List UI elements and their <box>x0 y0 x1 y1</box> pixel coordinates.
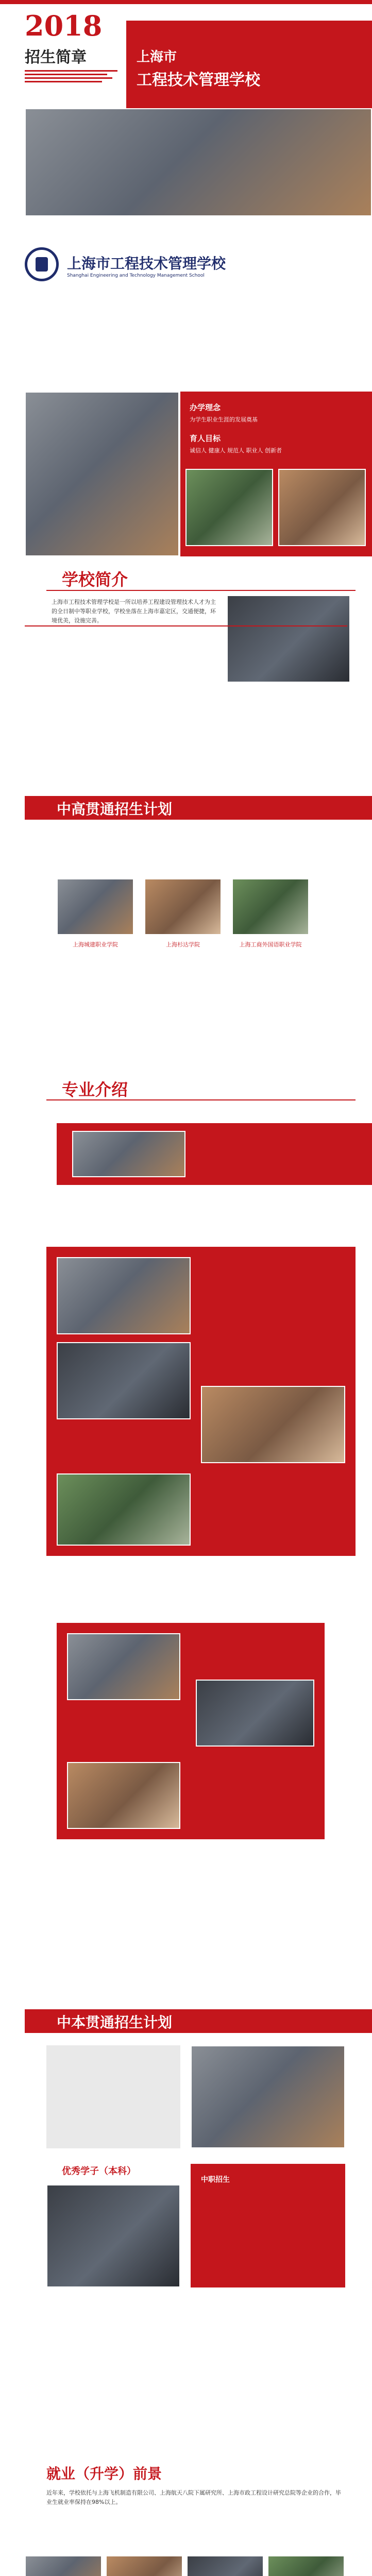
sb-text-panel <box>46 2045 180 2148</box>
year-label: 2018 <box>25 9 103 42</box>
section-divider <box>0 618 372 634</box>
logo-english-name: Shanghai Engineering and Technology Management School <box>67 273 205 278</box>
sb-section-title: 中本贯通招生计划 <box>57 2014 173 2031</box>
intro-photo-3 <box>278 469 366 546</box>
employment-photo-3 <box>187 2555 264 2576</box>
sb-book-caption: 优秀学子（本科） <box>62 2166 136 2177</box>
intro-photo-2 <box>185 469 273 546</box>
major-photo-4 <box>57 1473 191 1546</box>
intro-section <box>0 392 372 711</box>
employment-photo-4 <box>267 2555 345 2576</box>
plan-card-label-2: 上海杉达学院 <box>166 941 200 948</box>
major-photo-7 <box>67 1762 180 1829</box>
secondary-bachelor-section <box>0 2009 372 2298</box>
major-photo-2 <box>57 1342 191 1419</box>
major-photo-3 <box>201 1386 345 1463</box>
plan-card-photo-3 <box>232 878 309 935</box>
sb-student-photo <box>46 2184 180 2287</box>
employment-photo-2 <box>106 2555 183 2576</box>
majors-section-title: 专业介绍 <box>62 1080 128 1099</box>
motto-title: 办学理念 <box>190 403 221 412</box>
plan-card-label-1: 上海城建职业学院 <box>73 941 118 948</box>
campus-hero-photo <box>25 108 372 216</box>
major-photo-5 <box>67 1633 180 1700</box>
plan-card-photo-2 <box>144 878 222 935</box>
header-small-text <box>25 68 123 104</box>
logo-school-name: 上海市工程技术管理学校 <box>67 255 226 272</box>
statue-photo <box>25 392 179 556</box>
intro-paragraph: 上海市工程技术管理学校是一所以培养工程建设管理技术人才为主的全日制中等职业学校，学校坐落在上海市嘉定区，交通便捷，环境优美，设施完善。 <box>52 599 216 624</box>
intro-title-underline <box>46 590 356 591</box>
logo-bar <box>0 232 372 299</box>
employment-photo-1 <box>25 2555 102 2576</box>
major-photo-6 <box>196 1680 314 1747</box>
majors-intro-photo <box>72 1131 185 1177</box>
plan-card-label-3: 上海工商外国语职业学院 <box>239 941 302 948</box>
majors-section <box>0 1077 372 1839</box>
talent-text: 诚信人 健康人 规范人 职业人 创新者 <box>190 447 282 454</box>
employment-section <box>0 2463 372 2576</box>
employment-section-title: 就业（升学）前景 <box>46 2465 162 2482</box>
plan-card-photo-1 <box>57 878 134 935</box>
employment-paragraph: 近年来，学校依托与上海飞机制造有限公司、上海航天八院下属研究所、上海市政工程设计研究总院等企业的合作，毕业生就业率保持在98%以上。 <box>46 2489 341 2505</box>
subtitle: 招生简章 <box>25 48 87 66</box>
sb-building-photo <box>191 2045 345 2148</box>
motto-text: 为学生职业生涯的发展奠基 <box>190 416 258 423</box>
intro-side-photo <box>227 595 350 683</box>
major-photo-1 <box>57 1257 191 1334</box>
school-logo-icon <box>25 247 59 281</box>
header <box>0 0 372 216</box>
header-top-bar <box>0 0 372 4</box>
majors-title-underline <box>46 1099 356 1100</box>
intro-section-title: 学校简介 <box>62 570 128 589</box>
sb-right-title: 中职招生 <box>201 2176 230 2184</box>
talent-title: 育人目标 <box>190 434 221 443</box>
school-name-line2: 工程技术管理学校 <box>137 71 260 89</box>
plan-section <box>0 796 372 992</box>
school-name-line1: 上海市 <box>137 49 177 65</box>
plan-section-title: 中高贯通招生计划 <box>57 801 173 818</box>
